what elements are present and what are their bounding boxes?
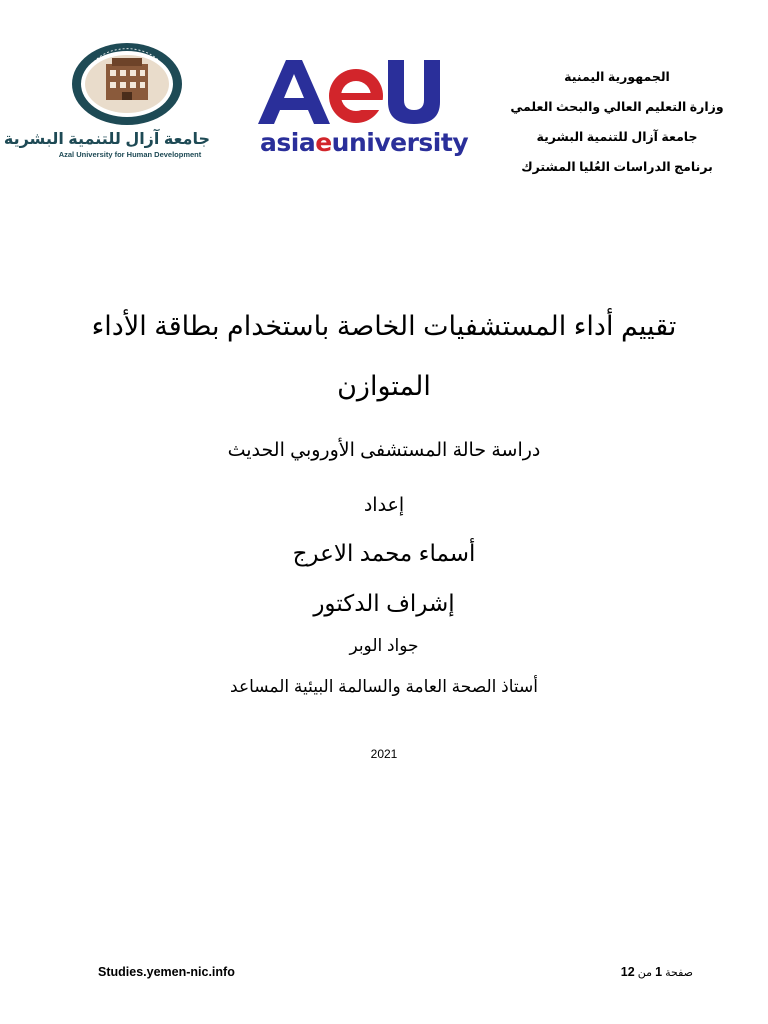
supervisor-name: جواد الوبر [349, 636, 419, 655]
page-total: 12 [620, 965, 635, 979]
institution-line-university: جامعة آزال للتنمية البشرية [536, 130, 698, 144]
page-word: صفحة [665, 967, 693, 979]
page-of: من [637, 967, 653, 979]
aeu-word-e: e [315, 128, 332, 157]
thesis-title-line-1: تقييم أداء المستشفيات الخاصة باستخدام بطاقة الأداء [91, 311, 677, 341]
aeu-wordmark [260, 128, 469, 158]
prepared-by-label: إعداد [363, 495, 405, 516]
aeu-word-university: university [331, 128, 469, 157]
azal-english-name: Azal University for Human Development [58, 150, 202, 159]
asia-e-university-logo [256, 56, 469, 162]
azal-arabic-name: جامعة آزال للتنمية البشرية [3, 131, 210, 148]
publication-year: 2021 [370, 747, 398, 761]
azal-seal-icon [70, 42, 184, 126]
page-current: 1 [655, 965, 663, 979]
aeu-word-asia: asia [260, 128, 316, 157]
supervision-label: إشراف الدكتور [313, 590, 455, 616]
aeu-letters-icon [256, 56, 446, 126]
thesis-title-line-2: المتوازن [337, 371, 431, 401]
institution-line-ministry: وزارة التعليم العالي والبحث العلمي [510, 100, 724, 114]
institution-line-country: الجمهورية اليمنية [564, 70, 670, 84]
thesis-subtitle: دراسة حالة المستشفى الأوروبي الحديث [227, 440, 541, 461]
institution-header [502, 62, 732, 182]
institution-line-program: برنامج الدراسات العُليا المشترك [521, 160, 713, 174]
footer-website: Studies.yemen-nic.info [98, 965, 235, 979]
azal-university-logo [3, 42, 210, 164]
author-name: أسماء محمد الاعرج [292, 540, 476, 566]
supervisor-title: أستاذ الصحة العامة والسالمة البيئية المساعد [230, 677, 538, 696]
footer-page-number [621, 962, 693, 983]
